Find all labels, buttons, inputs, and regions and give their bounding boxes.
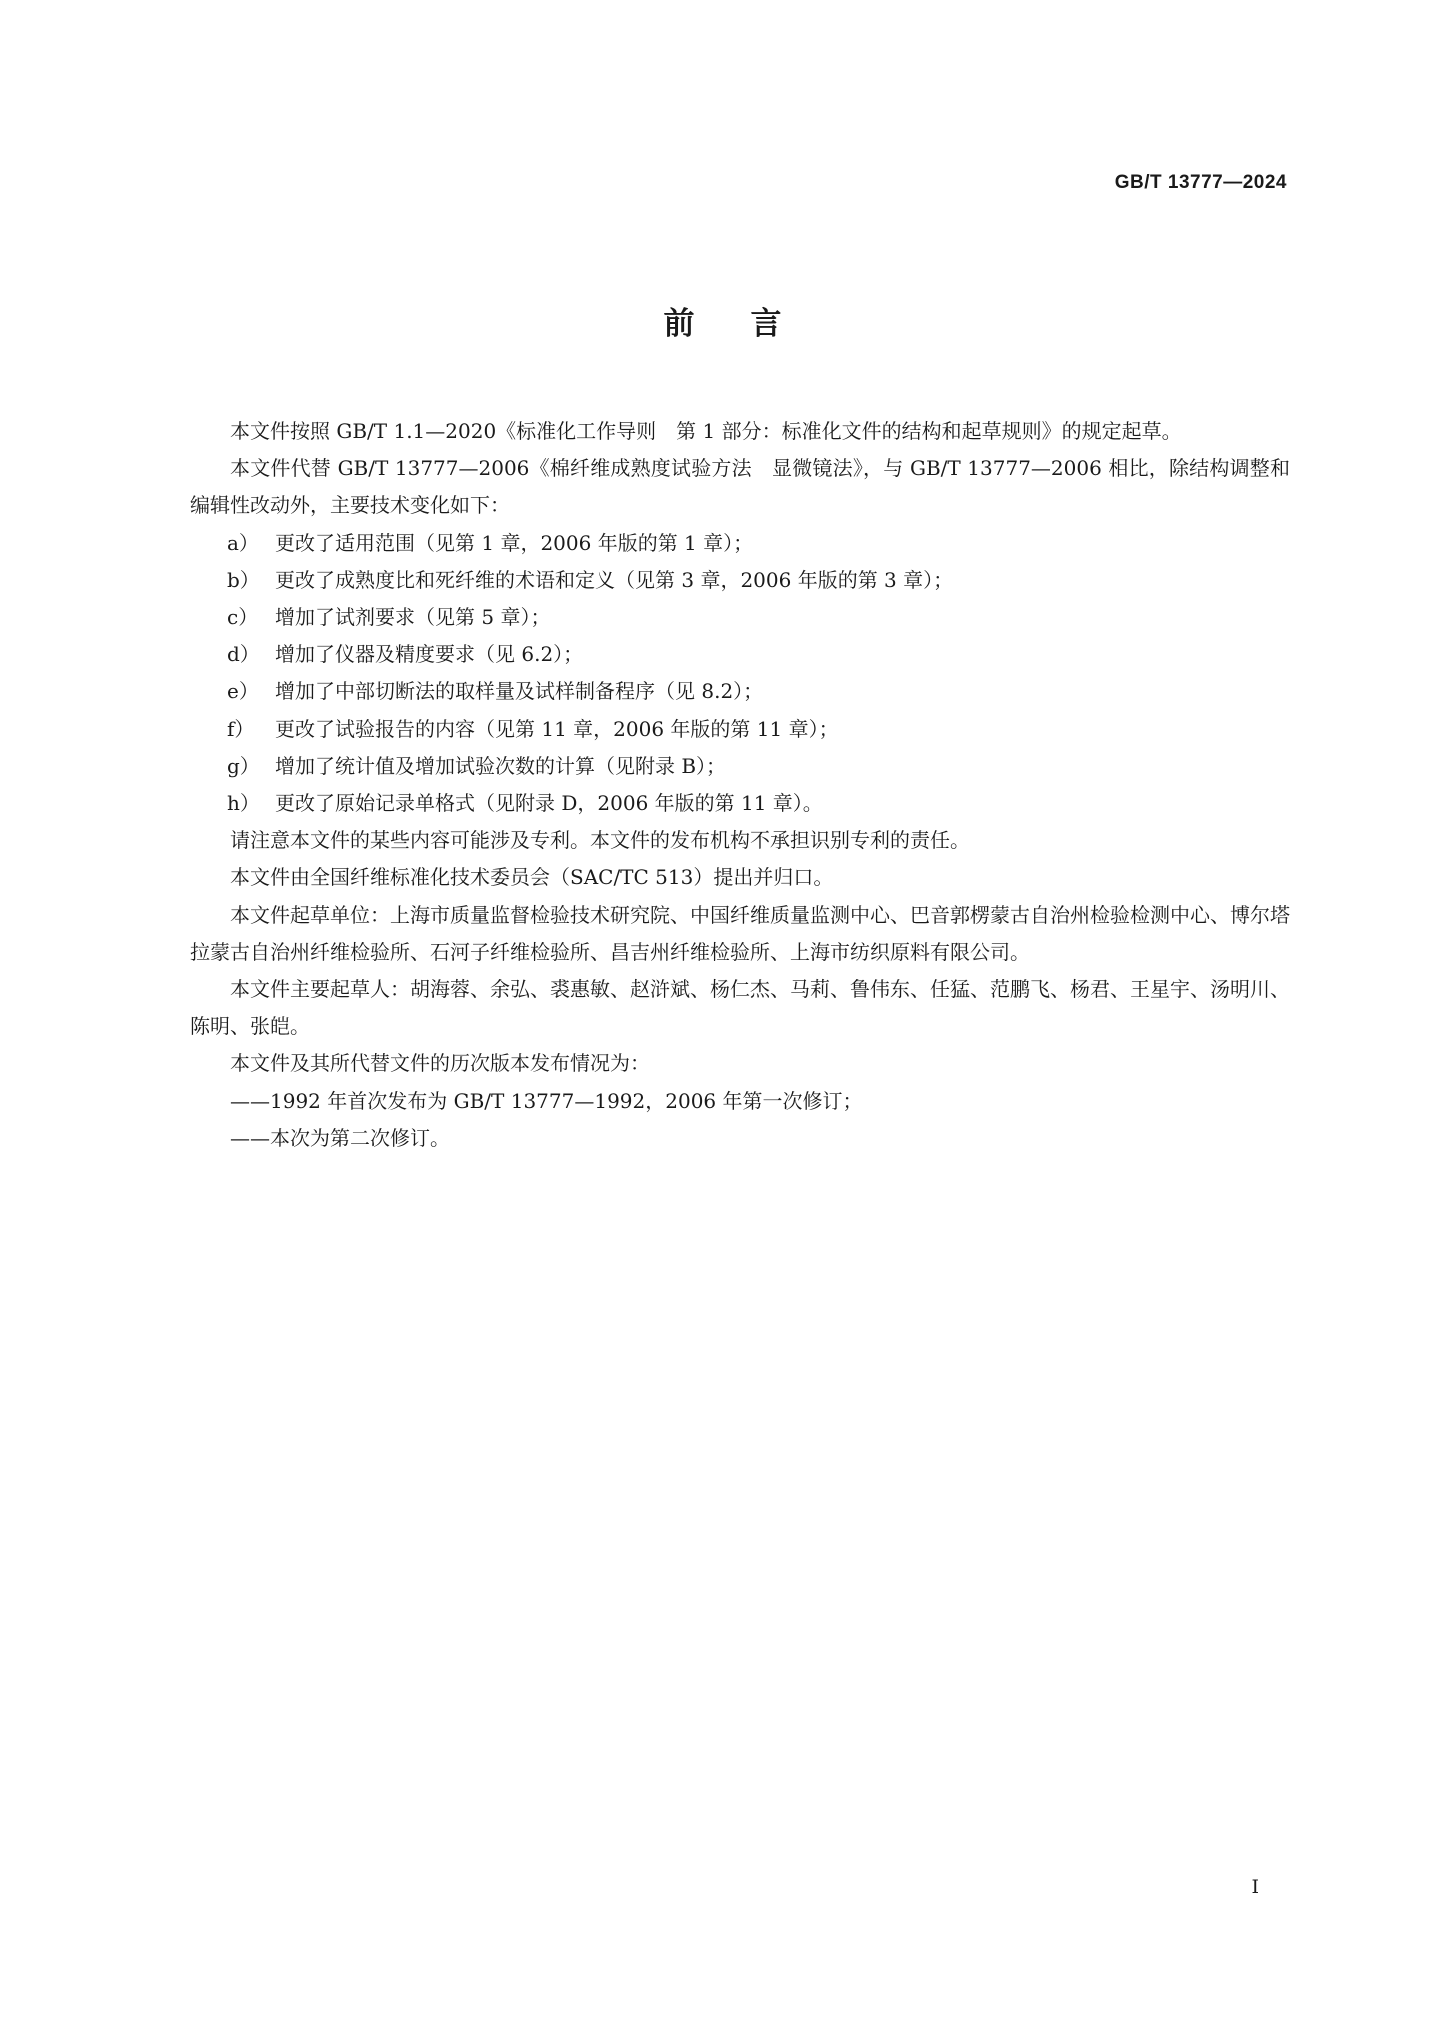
list-item <box>190 785 1290 822</box>
paragraph-drafting-rules: 本文件按照 GB/T 1.1—2020《标准化工作导则 第 1 部分：标准化文件的结构和起草规则》的规定起草。 <box>230 419 1182 443</box>
list-marker: a） <box>227 530 259 555</box>
list-item <box>190 748 1290 785</box>
paragraph-drafters: 本文件主要起草人：胡海蓉、余弘、裘惠敏、赵浒斌、杨仁杰、马莉、鲁伟东、任猛、范鹏飞、杨君、王星宇、汤明川、陈明、张皑。 <box>190 977 1290 1039</box>
changes-list <box>190 525 1290 823</box>
list-marker: g） <box>227 753 260 778</box>
list-item-text: 增加了统计值及增加试验次数的计算（见附录 B）； <box>275 753 727 778</box>
page-number: I <box>1251 1876 1259 1898</box>
paragraph-history-intro: 本文件及其所代替文件的历次版本发布情况为： <box>230 1051 650 1076</box>
list-item-text: 增加了试剂要求（见第 5 章）； <box>275 605 551 630</box>
foreword-body <box>190 413 1290 1157</box>
list-item <box>190 711 1290 748</box>
list-marker: d） <box>227 642 260 667</box>
list-marker: h） <box>227 791 260 816</box>
list-item-text: 更改了试验报告的内容（见第 11 章，2006 年版的第 11 章）； <box>275 716 839 741</box>
list-marker: b） <box>227 567 260 592</box>
page-title: 前言 <box>663 306 838 342</box>
list-item-text: 增加了中部切断法的取样量及试样制备程序（见 8.2）； <box>275 679 764 704</box>
list-item-text: 增加了仪器及精度要求（见 6.2）； <box>275 642 584 667</box>
list-marker: c） <box>227 605 259 630</box>
paragraph-replacement: 本文件代替 GB/T 13777—2006《棉纤维成熟度试验方法 显微镜法》，与 GB/T 13777—2006 相比，除结构调整和编辑性改动外，主要技术变化如下： <box>190 456 1290 518</box>
history-item: ——1992 年首次发布为 GB/T 13777—1992，2006 年第一次修订； <box>230 1088 863 1113</box>
standard-number: GB/T 13777—2024 <box>1114 172 1287 193</box>
paragraph-proposer: 本文件由全国纤维标准化技术委员会（SAC/TC 513）提出并归口。 <box>230 865 834 890</box>
history-list <box>190 1083 1290 1157</box>
list-marker: f） <box>227 716 255 741</box>
list-item <box>190 599 1290 636</box>
list-item <box>190 636 1290 673</box>
list-item <box>190 525 1290 562</box>
list-item <box>190 562 1290 599</box>
list-item-text: 更改了适用范围（见第 1 章，2006 年版的第 1 章）； <box>275 530 754 555</box>
list-marker: e） <box>227 679 259 704</box>
list-item <box>190 673 1290 710</box>
list-item-text: 更改了成熟度比和死纤维的术语和定义（见第 3 章，2006 年版的第 3 章）； <box>275 567 954 592</box>
paragraph-drafting-units: 本文件起草单位：上海市质量监督检验技术研究院、中国纤维质量监测中心、巴音郭楞蒙古自治州检验检测中心、博尔塔拉蒙古自治州纤维检验所、石河子纤维检验所、昌吉州纤维检验所、上海市纺织原料有限公司。 <box>190 902 1290 964</box>
list-item-text: 更改了原始记录单格式（见附录 D，2006 年版的第 11 章）。 <box>275 791 823 816</box>
paragraph-patent: 请注意本文件的某些内容可能涉及专利。本文件的发布机构不承担识别专利的责任。 <box>230 828 970 853</box>
history-item: ——本次为第二次修订。 <box>230 1125 450 1150</box>
